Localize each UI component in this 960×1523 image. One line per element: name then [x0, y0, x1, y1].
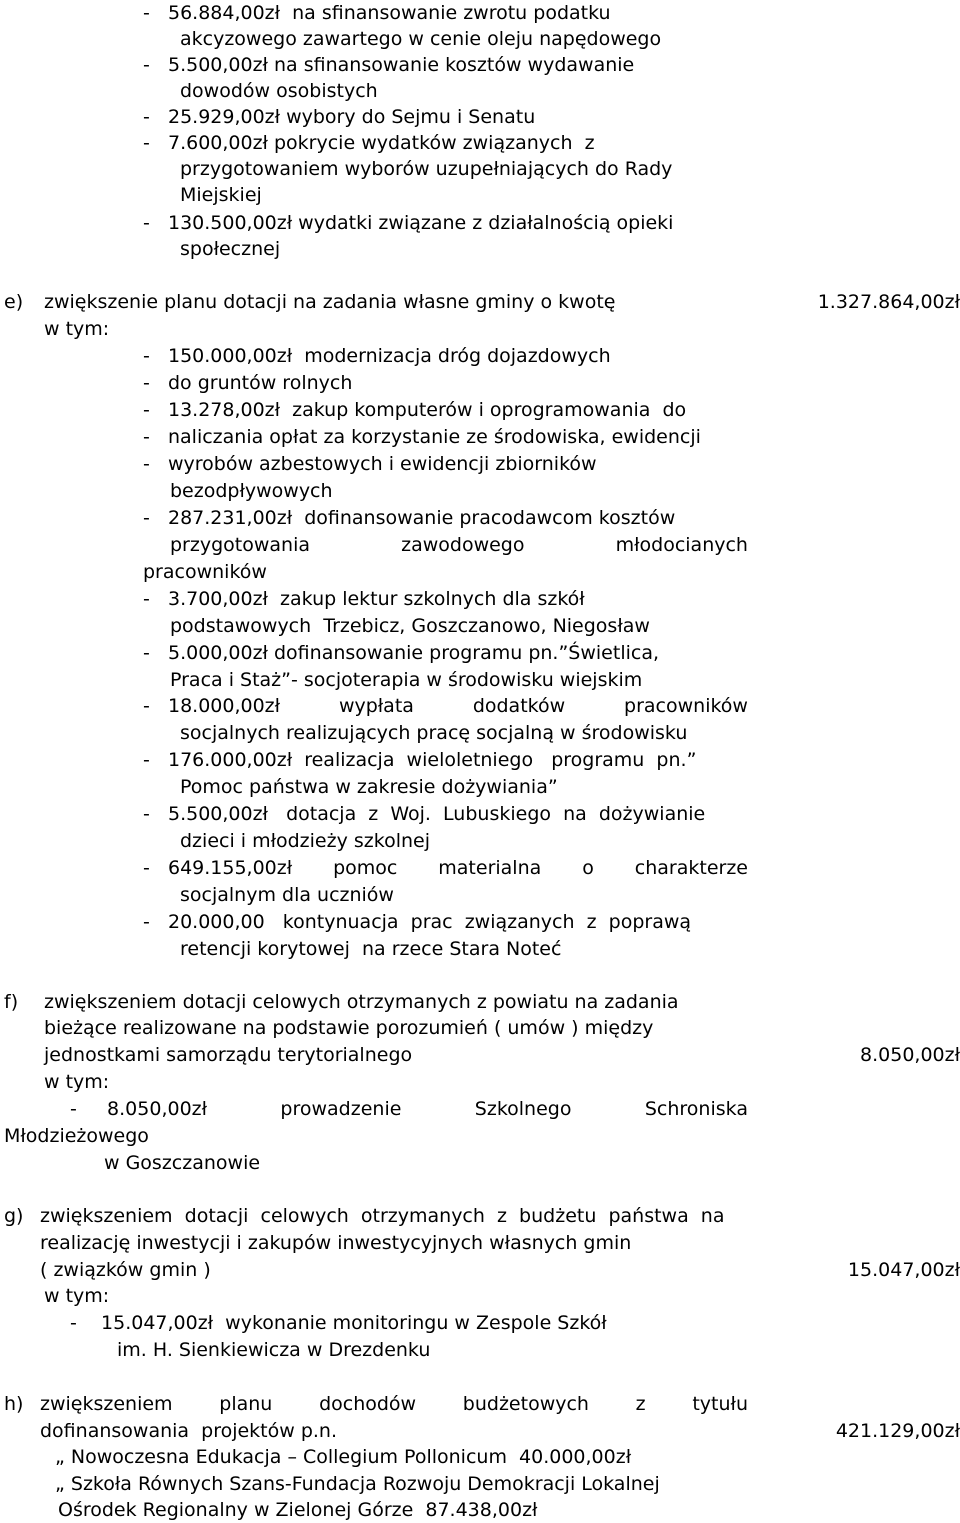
section-g-title-3: ( związków gmin ) — [40, 1259, 211, 1281]
top-item-1: - 56.884,00zł na sfinansowanie zwrotu podatku — [143, 2, 611, 24]
word: zwiększeniem — [40, 1393, 173, 1415]
section-e-item-5-cont: Praca i Staż”- socjoterapia w środowisku wiejskim — [170, 669, 643, 691]
word: z — [635, 1393, 646, 1415]
word: budżetowych — [462, 1393, 589, 1415]
section-e-item-2-cont: - naliczania opłat za korzystanie ze środowiska, ewidencji — [143, 426, 701, 448]
section-e-item-2-cont3: bezodpływowych — [170, 480, 333, 502]
section-e-item-8: - 5.500,00zł dotacja z Woj. Lubuskiego na dożywianie — [143, 803, 706, 825]
section-e-item-1-cont: - do gruntów rolnych — [143, 372, 353, 394]
section-h-label: h) — [4, 1393, 24, 1415]
word: - 649.155,00zł — [143, 857, 293, 879]
section-h-title-2: dofinansowania projektów p.n. — [40, 1420, 338, 1442]
section-e-item-9 — [143, 855, 748, 881]
word: młodocianych — [615, 534, 748, 556]
section-e-item-10: - 20.000,00 kontynuacja prac związanych z poprawą — [143, 911, 692, 933]
section-e-item-6-cont: socjalnych realizujących pracę socjalną w środowisku — [180, 722, 688, 744]
word: materialna — [438, 857, 542, 879]
section-g-label: g) — [4, 1205, 24, 1227]
top-item-2-cont: dowodów osobistych — [180, 80, 378, 102]
word: pracowników — [624, 695, 748, 717]
section-e-item-4: - 3.700,00zł zakup lektur szkolnych dla szkół — [143, 588, 585, 610]
word: Schroniska — [644, 1098, 748, 1120]
word: - 18.000,00zł — [143, 695, 281, 717]
word: o — [582, 857, 594, 879]
section-f-title-2: bieżące realizowane na podstawie porozumień ( umów ) między — [44, 1017, 654, 1039]
section-e-item-3-cont — [170, 532, 748, 558]
section-g-wtym: w tym: — [44, 1285, 110, 1307]
section-e-item-6 — [143, 693, 748, 719]
section-e-item-8-cont: dzieci i młodzieży szkolnej — [180, 830, 430, 852]
section-e-amount: 1.327.864,00zł — [817, 291, 960, 313]
word: charakterze — [634, 857, 748, 879]
section-e-item-2: - 13.278,00zł zakup komputerów i oprogramowania do — [143, 399, 687, 421]
section-e-label: e) — [4, 291, 24, 313]
section-f-item-1-cont: Młodzieżowego — [4, 1125, 149, 1147]
section-e-item-4-cont: podstawowych Trzebicz, Goszczanowo, Niegosław — [170, 615, 650, 637]
section-f-item-1 — [70, 1096, 748, 1122]
section-f-title-3: jednostkami samorządu terytorialnego — [44, 1044, 413, 1066]
section-e-item-9-cont: socjalnym dla uczniów — [180, 884, 394, 906]
section-e-item-7-cont: Pomoc państwa w zakresie dożywiania” — [180, 776, 558, 798]
top-item-4-cont2: Miejskiej — [180, 184, 262, 206]
section-g-item-1: - 15.047,00zł wykonanie monitoringu w Zespole Szkół — [70, 1312, 607, 1334]
word: wypłata — [338, 695, 414, 717]
section-f-item-1-cont2: w Goszczanowie — [104, 1152, 261, 1174]
section-g-title-2: realizację inwestycji i zakupów inwestycyjnych własnych gmin — [40, 1232, 632, 1254]
section-e-title: zwiększenie planu dotacji na zadania własne gminy o kwotę — [44, 291, 616, 313]
section-e-item-10-cont: retencji korytowej na rzece Stara Noteć — [180, 938, 562, 960]
word: dochodów — [319, 1393, 417, 1415]
word: tytułu — [692, 1393, 748, 1415]
section-f-wtym: w tym: — [44, 1071, 110, 1093]
section-f-amount: 8.050,00zł — [860, 1044, 960, 1066]
section-h-item-1: „ Nowoczesna Edukacja – Collegium Pollonicum 40.000,00zł — [55, 1446, 632, 1468]
section-e-item-3: - 287.231,00zł dofinansowanie pracodawcom kosztów — [143, 507, 676, 529]
top-item-2: - 5.500,00zł na sfinansowanie kosztów wydawanie — [143, 54, 635, 76]
top-item-4: - 7.600,00zł pokrycie wydatków związanych z — [143, 132, 595, 154]
top-item-1-cont: akcyzowego zawartego w cenie oleju napędowego — [180, 28, 662, 50]
section-e-item-2-cont2: - wyrobów azbestowych i ewidencji zbiorników — [143, 453, 597, 475]
section-f-label: f) — [4, 991, 19, 1013]
section-e-item-5: - 5.000,00zł dofinansowanie programu pn.”Świetlica, — [143, 642, 660, 664]
section-e-item-1: - 150.000,00zł modernizacja dróg dojazdowych — [143, 345, 611, 367]
section-g-item-1-cont: im. H. Sienkiewicza w Drezdenku — [117, 1339, 431, 1361]
section-h-item-2: „ Szkoła Równych Szans-Fundacja Rozwoju Demokracji Lokalnej — [55, 1473, 660, 1495]
section-e-item-3-cont2: pracowników — [143, 561, 267, 583]
section-e-wtym: w tym: — [44, 318, 110, 340]
section-h-amount: 421.129,00zł — [835, 1420, 960, 1442]
word: dodatków — [472, 695, 566, 717]
top-item-3: - 25.929,00zł wybory do Sejmu i Senatu — [143, 106, 536, 128]
section-h-title-1 — [40, 1391, 748, 1417]
word: planu — [219, 1393, 273, 1415]
word: przygotowania — [170, 534, 310, 556]
section-e-item-7: - 176.000,00zł realizacja wieloletniego programu pn.” — [143, 749, 697, 771]
word: prowadzenie — [280, 1098, 402, 1120]
top-item-4-cont: przygotowaniem wyborów uzupełniających do Rady — [180, 158, 673, 180]
section-g-amount: 15.047,00zł — [847, 1259, 960, 1281]
section-h-item-2-cont: Ośrodek Regionalny w Zielonej Górze 87.438,00zł — [58, 1499, 538, 1521]
word: Szkolnego — [474, 1098, 572, 1120]
section-g-title-1: zwiększeniem dotacji celowych otrzymanych z budżetu państwa na — [40, 1205, 725, 1227]
word: zawodowego — [401, 534, 525, 556]
word: pomoc — [333, 857, 398, 879]
word: - 8.050,00zł — [70, 1098, 208, 1120]
top-item-5: - 130.500,00zł wydatki związane z działalnością opieki — [143, 212, 674, 234]
section-f-title-1: zwiększeniem dotacji celowych otrzymanych z powiatu na zadania — [44, 991, 679, 1013]
top-item-5-cont: społecznej — [180, 238, 281, 260]
